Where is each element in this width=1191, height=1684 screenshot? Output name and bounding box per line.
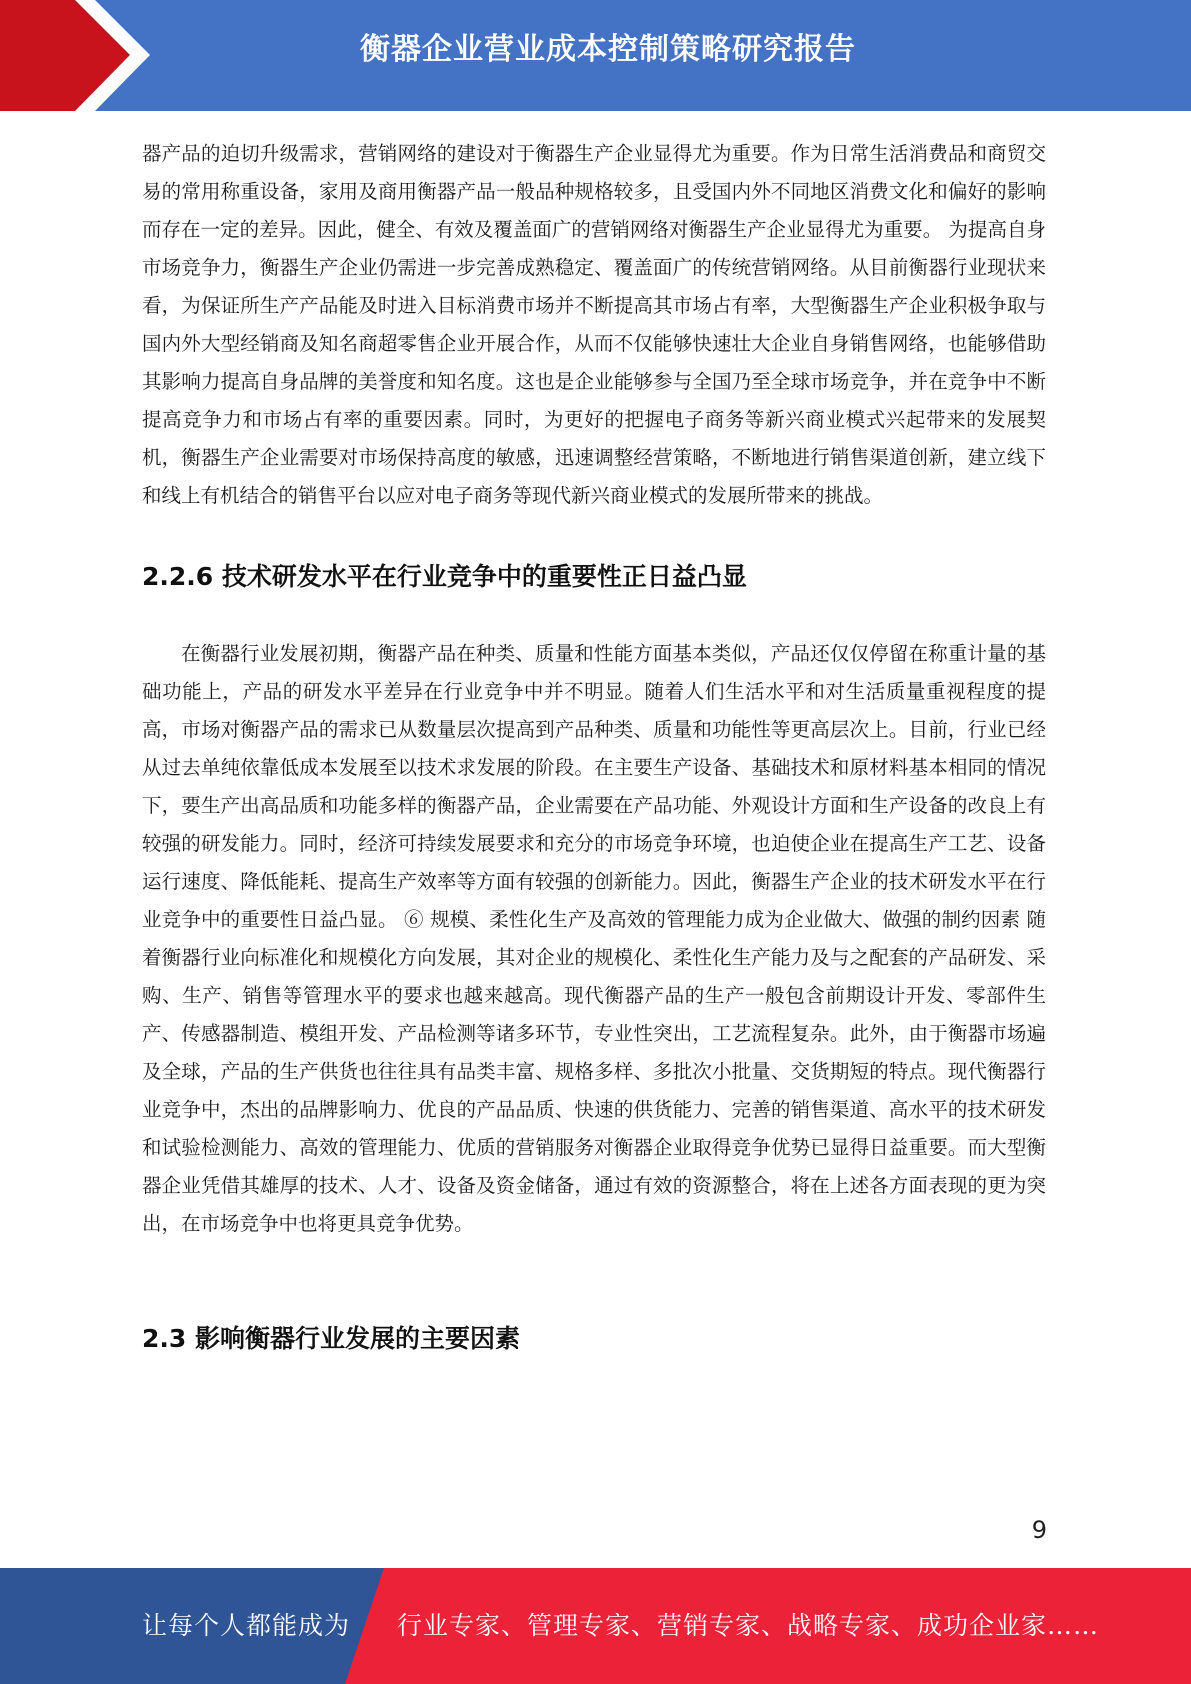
footer-slogan-right: 行业专家、管理专家、营销专家、战略专家、成功企业家…… (397, 1611, 1100, 1640)
document-title: 衡器企业营业成本控制策略研究报告 (360, 32, 856, 67)
section-heading-2-3: 2.3 影响衡器行业发展的主要因素 (142, 1324, 520, 1353)
body-paragraph-rnd: 在衡器行业发展初期，衡器产品在种类、质量和性能方面基本类似，产品还仅仅停留在称重计量的基础功能上，产品的研发水平差异在行业竞争中并不明显。随着人们生活水平和对生活质量重视程度的提高，市场对衡器产品的需求已从数量层次提高到产品种类、质量和功能性等更高层次上。目前，行业已经从过去单纯依靠低成本发展至以技术求发展的阶段。在主要生产设备、基础技术和原材料基本相同的情况下，要生产出高品质和功能多样的衡器产品，企业需要在产品功能、外观设计方面和生产设备的改良上有较强的研发能力。同时，经济可持续发展要求和充分的市场竞争环境，也迫使企业在提高生产工艺、设备运行速度、降低能耗、提高生产效率等方面有较强的创新能力。因此，衡器生产企业的技术研发水平在行业竞争中的重要性日益凸显。 ⑥ 规模、柔性化生产及高效的管理能力成为企业做大、做强的制约因素 随着衡器行业向标准化和规模化方向发展，其对企业的规模化、柔性化生产能力及与之配套的产品研发、采购、生产、销售等管理水平的要求也越来越高。现代衡器产品的生产一般包含前期设计开发、零部件生产、传感器制造、模组开发、产品检测等诸多环节，专业性突出，工艺流程复杂。此外，由于衡器市场遍及全球，产品的生产供货也往往具有品类丰富、规格多样、多批次小批量、交货期短的特点。现代衡器行业竞争中，杰出的品牌影响力、优良的产品品质、快速的供货能力、完善的销售渠道、高水平的技术研发和试验检测能力、高效的管理能力、优质的营销服务对衡器企业取得竞争优势已显得日益重要。而大型衡器企业凭借其雄厚的技术、人才、设备及资金储备，通过有效的资源整合，将在上述各方面表现的更为突出，在市场竞争中也将更具竞争优势。 (142, 642, 1046, 1235)
section-heading-2-2-6: 2.2.6 技术研发水平在行业竞争中的重要性正日益凸显 (142, 562, 747, 591)
main-content (142, 135, 1046, 1359)
page-footer (0, 1568, 1191, 1684)
footer-slogan-left: 让每个人都能成为 (142, 1611, 351, 1640)
page-number: 9 (1031, 1516, 1047, 1544)
body-paragraph-marketing: 器产品的迫切升级需求，营销网络的建设对于衡器生产企业显得尤为重要。作为日常生活消费品和商贸交易的常用称重设备，家用及商用衡器产品一般品种规格较多，且受国内外不同地区消费文化和偏好的影响而存在一定的差异。因此，健全、有效及覆盖面广的营销网络对衡器生产企业显得尤为重要。 为提高自身市场竞争力，衡器生产企业仍需进一步完善成熟稳定、覆盖面广的传统营销网络。从目前衡器行业现状来看，为保证所生产产品能及时进入目标消费市场并不断提高其市场占有率，大型衡器生产企业积极争取与国内外大型经销商及知名商超零售企业开展合作，从而不仅能够快速壮大企业自身销售网络，也能够借助其影响力提高自身品牌的美誉度和知名度。这也是企业能够参与全国乃至全球市场竞争，并在竞争中不断提高竞争力和市场占有率的重要因素。同时，为更好的把握电子商务等新兴商业模式兴起带来的发展契机，衡器生产企业需要对市场保持高度的敏感，迅速调整经营策略，不断地进行销售渠道创新，建立线下和线上有机结合的销售平台以应对电子商务等现代新兴商业模式的发展所带来的挑战。 (142, 142, 1046, 507)
page-header (0, 0, 1191, 111)
